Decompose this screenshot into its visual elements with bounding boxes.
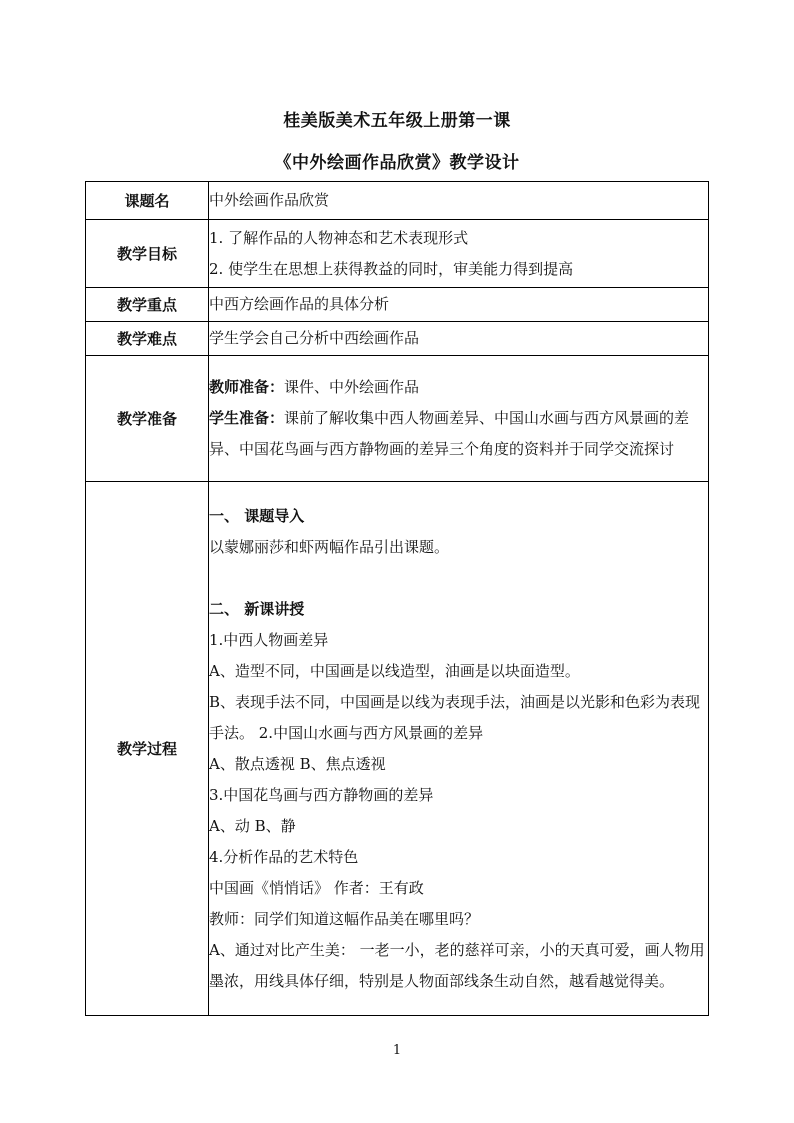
process-item: 3.中国花鸟画与西方静物画的差异: [209, 785, 434, 804]
topic-value: 中外绘画作品欣赏: [209, 182, 709, 220]
blank-line: [209, 563, 708, 594]
preparation-value: [209, 356, 709, 482]
process-item: A、动 B、静: [209, 816, 296, 835]
difficulty-label: 教学难点: [86, 322, 209, 356]
process-value: [209, 482, 709, 1016]
teacher-preparation-label: 教师准备：: [209, 378, 285, 396]
page-number: 1: [392, 1043, 402, 1058]
process-item: A、造型不同，中国画是以线造型，油画是以块面造型。: [209, 661, 580, 680]
lesson-plan-table: [85, 181, 709, 1016]
process-item: A、散点透视 B、焦点透视: [209, 754, 386, 773]
student-preparation: [209, 403, 708, 465]
table-row-topic: [86, 182, 709, 220]
section-text: 以蒙娜丽莎和虾两幅作品引出课题。: [209, 537, 450, 556]
student-preparation-label: 学生准备：: [209, 409, 285, 427]
document-title: 桂美版美术五年级上册第一课: [283, 111, 511, 131]
key-point-label: 教学重点: [86, 288, 209, 322]
table-row-key-point: [86, 288, 709, 322]
process-item: B、表现手法不同，中国画是以线为表现手法，油画是以光影和色彩为表现手法。 2.中国山水画与西方风景画的差异: [209, 692, 701, 742]
difficulty-value: 学生学会自己分析中西绘画作品: [209, 322, 709, 356]
objectives-label: 教学目标: [86, 220, 209, 288]
table-row-preparation: [86, 356, 709, 482]
objectives-value: [209, 220, 709, 288]
table-row-objectives: [86, 220, 709, 288]
preparation-label: 教学准备: [86, 356, 209, 482]
key-point-value: 中西方绘画作品的具体分析: [209, 288, 709, 322]
teacher-preparation-value: 课件、中外绘画作品: [284, 378, 420, 396]
process-item: 中国画《悄悄话》 作者：王有政: [209, 878, 424, 897]
section-heading: 二、 新课讲授: [209, 599, 305, 618]
process-item: A、通过对比产生美： 一老一小，老的慈祥可亲，小的天真可爱，画人物用墨浓，用线具体仔细，特别是人物面部线条生动自然，越看越觉得美。: [209, 940, 705, 990]
process-item: 1.中西人物画差异: [209, 630, 329, 649]
table-row-difficulty: [86, 322, 709, 356]
process-item: 4.分析作品的艺术特色: [209, 847, 359, 866]
table-row-process: [86, 482, 709, 1016]
teacher-preparation: [209, 372, 708, 403]
process-label: 教学过程: [86, 482, 209, 1016]
section-heading: 一、 课题导入: [209, 506, 305, 525]
process-item: 教师：同学们知道这幅作品美在哪里吗？: [209, 909, 480, 928]
topic-label: 课题名: [86, 182, 209, 220]
document-subtitle: 《中外绘画作品欣赏》教学设计: [274, 153, 520, 173]
objective-item: 2. 使学生在思想上获得教益的同时，审美能力得到提高: [209, 259, 574, 278]
objective-item: 1. 了解作品的人物神态和艺术表现形式: [209, 228, 469, 247]
student-preparation-value: 课前了解收集中西人物画差异、中国山水画与西方风景画的差异、中国花鸟画与西方静物画的差异三个角度的资料并于同学交流探讨: [209, 409, 690, 458]
